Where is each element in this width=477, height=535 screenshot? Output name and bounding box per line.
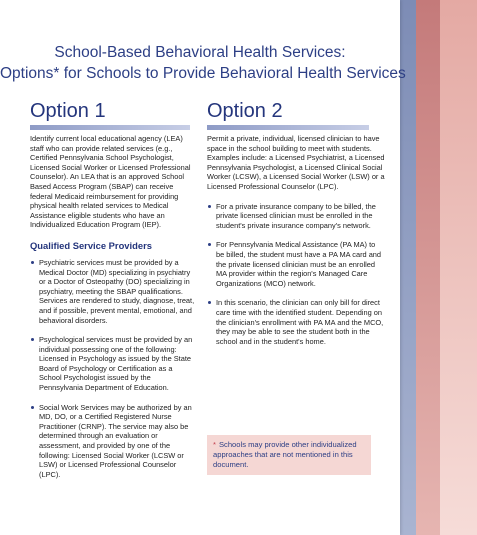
list-item-text: Psychiatric services must be provided by a Medical Doctor (MD) specializing in psychiatry or a Doctor of Osteopathy (DO) specializing in psychiatry, meeting the SBAP qualifications. Services are rendered to study, diagnose, treat, and if possible, prevent mental, emotional, and behavioral disorders. — [39, 257, 195, 325]
list-item-text: For a private insurance company to be billed, the private licensed clinician must be enrolled in the student's private insurance company's network. — [216, 201, 376, 230]
bullet-icon — [31, 406, 34, 409]
list-item-text: For Pennsylvania Medical Assistance (PA MA) to be billed, the student must have a PA MA card and the private licensed clinician must be an enrolled MA provider within the region's Managed Care Organizations (MCO) network. — [216, 240, 382, 288]
bullet-icon — [31, 338, 34, 341]
bullet-icon — [208, 205, 211, 208]
option-1-rule — [30, 125, 190, 130]
list-item — [30, 335, 195, 393]
option-1-heading: Option 1 — [30, 100, 106, 122]
option-2-heading: Option 2 — [207, 100, 283, 122]
list-item — [207, 202, 385, 231]
list-item-text: Social Work Services may be authorized by an MD, DO, or a Certified Registered Nurse Practitioner (CRNP). The service may also be determined through an evaluation or assessment, and provided by one of the following: Licensed Social Worker (LCSW or LSW) or Licensed Professional Counselor (LPC). — [39, 402, 192, 479]
option-2-rule — [207, 125, 369, 130]
option-1-intro: Identify current local educational agency (LEA) staff who can provide related services (e.g., Certified Pennsylvania School Psychologist, Licensed Social Worker or Licensed Professional Counselor). An LEA that is an approved School Based Access Program (SBAP) can receive federal Medicaid reimbursement for providing physical health related services to Medical Assistance eligible students who have an Individualized Education Program (IEP). — [30, 134, 191, 230]
option-2-intro: Permit a private, individual, licensed clinician to have space in the school building to meet with students. Examples include: a Licensed Psychiatrist, a Licensed Pennsylvania Psychologist, a Licensed Clinical Social Worker (LCSW), a Licensed Social Worker (LSW) or a Licensed Professional Counselor (LPC). — [207, 134, 385, 191]
list-item-text: Psychological services must be provided by an individual possessing one of the following: Licensed in Psychology as issued by the State Board of Psychology or Certification as a School Psychologist issued by the Pennsylvania Department of Education. — [39, 335, 193, 393]
option-1-column — [30, 100, 195, 489]
footnote-text: Schools may provide other individualized approaches that are not mentioned in this document. — [213, 440, 357, 469]
list-item — [30, 403, 195, 480]
page-title — [0, 42, 406, 84]
title-line-2: Options* for Schools to Provide Behavioral Health Services — [0, 65, 406, 82]
option-1-bullet-list — [30, 258, 195, 479]
bullet-icon — [208, 243, 211, 246]
qualified-providers-heading: Qualified Service Providers — [30, 239, 152, 251]
option-2-column — [207, 100, 385, 356]
decorative-stripe-pink — [440, 0, 477, 535]
list-item — [30, 258, 195, 325]
title-line-1: School-Based Behavioral Health Services: — [54, 44, 346, 61]
bullet-icon — [208, 301, 211, 304]
list-item-text: In this scenario, the clinician can only bill for direct care time with the identified student. Depending on the clinician's enrollment with PA MA and the MCO, they may be able to see the student both in the school and in the student's home. — [216, 298, 384, 346]
list-item — [207, 240, 385, 288]
footnote-asterisk: * — [213, 440, 216, 449]
option-2-bullet-list — [207, 202, 385, 347]
list-item — [207, 298, 385, 346]
bullet-icon — [31, 261, 34, 264]
footnote-box — [207, 435, 371, 475]
decorative-stripe-red — [416, 0, 440, 535]
